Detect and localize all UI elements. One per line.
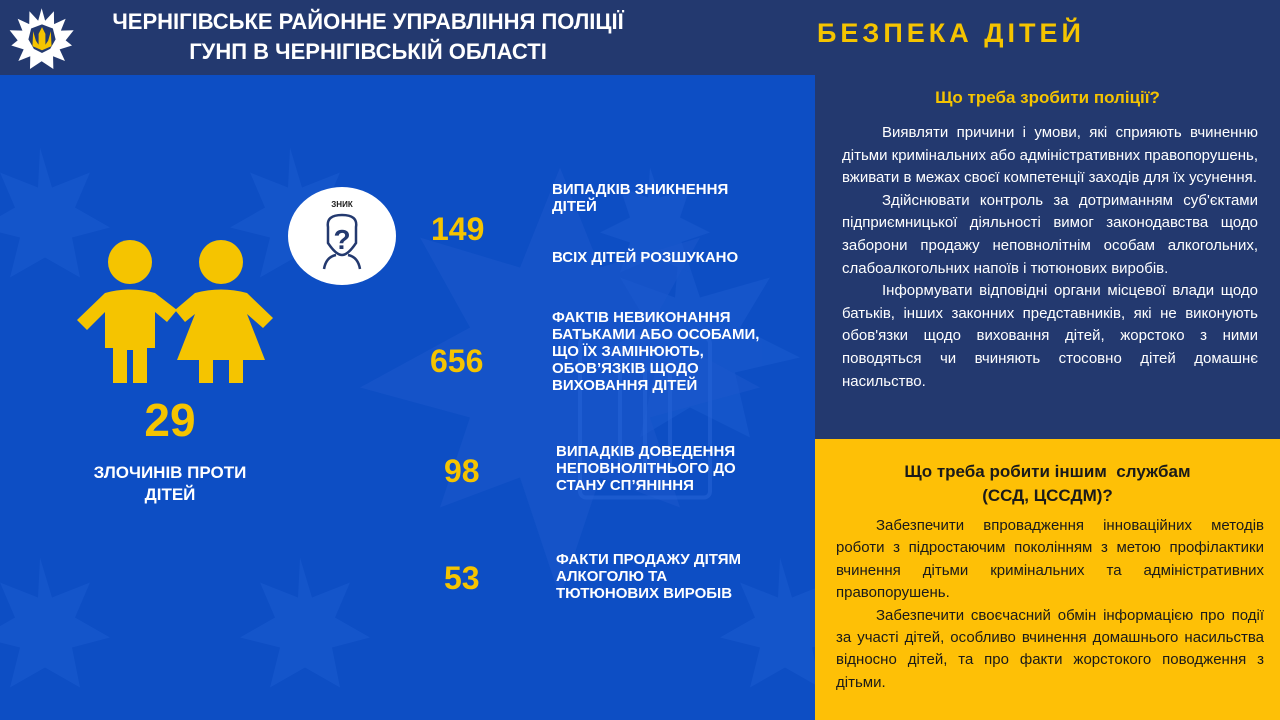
children-icon xyxy=(75,238,275,388)
stat-label-missing: ВИПАДКІВ ЗНИКНЕННЯ ДІТЕЙ xyxy=(552,181,729,215)
police-paragraph: Інформувати відповідні органи місцевої влади щодо батьків, інших законних представників, які не виконують обов'язки щодо виховання дітей, жорстоко з ними поводяться чи вчиняють стосовно дітей домашнє насильство. xyxy=(842,282,1258,390)
header-bar xyxy=(0,0,1280,75)
missing-person-question-icon xyxy=(318,213,366,271)
police-paragraph: Здійснювати контроль за дотриманням суб'єктами підприємницької діяльності вимог законодавства щодо заборони продажу неповнолітнім особам алкогольних, слабоалкогольних напоїв і тютюнових виробів. xyxy=(842,191,1258,277)
header-title-line1: ЧЕРНІГІВСЬКЕ РАЙОННЕ УПРАВЛІННЯ ПОЛІЦІЇ xyxy=(112,9,624,34)
services-title-line1: Що треба робити іншим службам xyxy=(904,462,1191,481)
police-star-trident-icon xyxy=(8,4,76,72)
services-title-line2: (ССД, ЦССДМ)? xyxy=(982,486,1113,505)
stat-label-intoxication: ВИПАДКІВ ДОВЕДЕННЯ НЕПОВНОЛІТНЬОГО ДО СТАНУ СП’ЯНІННЯ xyxy=(556,443,736,494)
services-panel-body xyxy=(836,515,1264,694)
left-number: 29 xyxy=(144,394,196,446)
stat-number-missing: 149 xyxy=(431,211,485,247)
stat-number-alcohol-sales: 53 xyxy=(444,560,480,596)
police-duties-panel xyxy=(815,75,1280,439)
stat-label-alcohol-sales: ФАКТИ ПРОДАЖУ ДІТЯМ АЛКОГОЛЮ ТА ТЮТЮНОВИХ ВИРОБІВ xyxy=(556,551,742,602)
missing-badge xyxy=(288,187,396,285)
header-title xyxy=(88,7,648,67)
services-panel-title xyxy=(815,460,1280,508)
services-duties-panel xyxy=(815,439,1280,720)
police-panel-title: Що треба зробити поліції? xyxy=(935,88,1160,107)
services-paragraph: Забезпечити впровадження інноваційних методів роботи з підростаючим поколінням з метою профілактики вчинення дітьми кримінальних та адміністративних правопорушень. xyxy=(836,517,1264,602)
police-paragraph: Виявляти причини і умови, які сприяють вчиненню дітьми кримінальних або адміністративних правопорушень, вживати в межах своєї компетенції заходів для їх усунення. xyxy=(842,124,1258,187)
left-label: ЗЛОЧИНІВ ПРОТИ ДІТЕЙ xyxy=(93,463,247,504)
stat-number-intoxication: 98 xyxy=(444,453,480,489)
services-paragraph: Забезпечити своєчасний обмін інформацією про події за участі дітей, особливо вчинення домашнього насильства відносно дітей, та про факти жорстокого поводження з дітьми. xyxy=(836,606,1264,691)
stat-label-parental-duties: ФАКТІВ НЕВИКОНАННЯ БАТЬКАМИ АБО ОСОБАМИ, ЩО ЇХ ЗАМІНЮЮТЬ, ОБОВ’ЯЗКІВ ЩОДО ВИХОВАННЯ ДІТЕЙ xyxy=(552,309,760,394)
badge-text: ЗНИК xyxy=(331,200,353,209)
police-panel-body xyxy=(842,122,1258,393)
header-title-line2: ГУНП В ЧЕРНІГІВСЬКІЙ ОБЛАСТІ xyxy=(189,39,547,64)
stat-number-parental-duties: 656 xyxy=(430,343,484,379)
stat-sublabel-found: ВСІХ ДІТЕЙ РОЗШУКАНО xyxy=(552,249,739,266)
stats-area xyxy=(0,75,815,720)
banner-title: БЕЗПЕКА ДІТЕЙ xyxy=(817,18,1085,48)
svg-text:?: ? xyxy=(333,224,351,255)
